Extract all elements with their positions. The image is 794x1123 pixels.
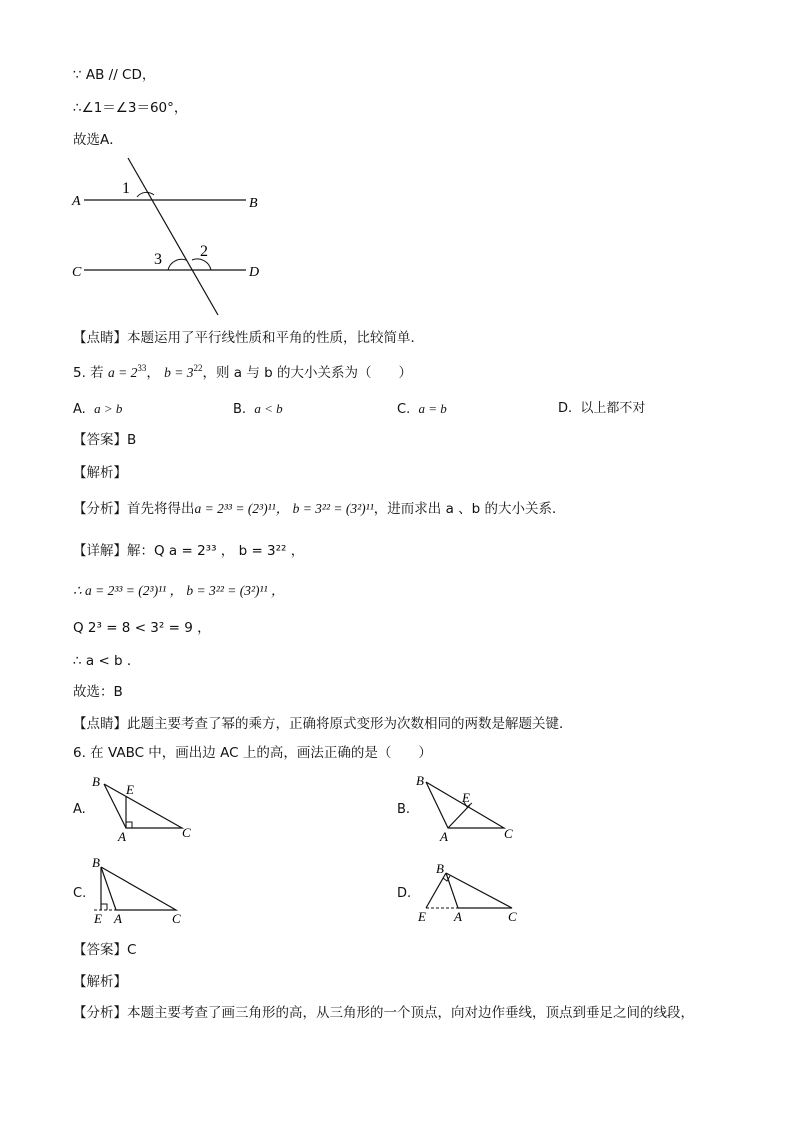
svg-text:B: B — [92, 774, 100, 789]
svg-text:C: C — [504, 826, 513, 841]
svg-text:A: A — [118, 829, 126, 844]
svg-text:B: B — [92, 855, 100, 870]
reason-line-1: ∵ AB // CD， — [73, 67, 156, 83]
svg-text:B: B — [436, 861, 444, 876]
parallel-lines-figure — [66, 155, 276, 320]
step-3: ∴ a < b ． — [73, 653, 141, 669]
triangle-figure-a — [88, 772, 198, 844]
angle-1-arc — [137, 192, 154, 197]
label-b: B — [249, 196, 258, 211]
svg-text:E: E — [126, 782, 134, 797]
step-4: 故选：B — [73, 684, 123, 700]
angle-2-arc — [192, 259, 211, 270]
jiexi-6: 【解析】 — [73, 974, 127, 990]
option-6-c: C. — [73, 886, 87, 901]
svg-text:E: E — [94, 911, 102, 926]
dianjing-4: 【点睛】本题运用了平行线性质和平角的性质，比较简单． — [73, 330, 424, 346]
answer-5: 【答案】B — [73, 432, 137, 448]
option-6-d: D. — [397, 886, 412, 901]
triangle-figure-c — [88, 855, 198, 927]
dianjing-5: 【点睛】此题主要考查了幂的乘方，正确将原式变形为次数相同的两数是解题关键． — [73, 716, 573, 732]
svg-text:A: A — [114, 911, 122, 926]
angle-3-arc — [168, 259, 186, 270]
svg-text:E: E — [418, 909, 426, 924]
label-angle-1: 1 — [122, 180, 130, 197]
option-5-b: B. a < b — [233, 401, 283, 417]
svg-text:C: C — [182, 825, 191, 840]
triangle-figure-d — [412, 855, 522, 927]
svg-text:B: B — [416, 773, 424, 788]
fenxi-6: 【分析】本题主要考查了画三角形的高，从三角形的一个顶点，向对边作垂线，顶点到垂足之间的线段， — [73, 1005, 694, 1021]
jiexi-5: 【解析】 — [73, 465, 127, 481]
fenxi-5: 【分析】首先将得出a = 2³³ = (2³)¹¹， b = 3²² = (3²)¹¹，进而求出 a 、b 的大小关系． — [73, 501, 566, 517]
transversal — [128, 158, 218, 315]
step-1: ∴ a = 2³³ = (2³)¹¹ ， b = 3²² = (3²)¹¹ ， — [73, 583, 285, 598]
svg-text:A: A — [454, 909, 462, 924]
svg-text:C: C — [508, 909, 517, 924]
triangle-figure-b — [412, 772, 522, 844]
question-5: 5. 若 $a = 2^{33}$， $b = 3^{22}$，则 a 与 b 的大小关系为（ ） — [73, 363, 413, 381]
option-6-a: A. — [73, 802, 86, 817]
label-angle-2: 2 — [200, 243, 208, 260]
option-5-a: A. a > b — [73, 401, 123, 417]
xiangjie-5: 【详解】解：Q a = 2³³ ， b = 3²² ， — [73, 543, 305, 559]
reason-line-2: ∴∠1＝∠3＝60°， — [73, 100, 188, 116]
svg-text:E: E — [462, 790, 470, 805]
answer-6: 【答案】C — [73, 942, 137, 958]
label-a: A — [72, 194, 81, 209]
svg-text:C: C — [172, 911, 181, 926]
label-angle-3: 3 — [154, 251, 162, 268]
question-6: 6. 在 VABC 中，画出边 AC 上的高，画法正确的是（ ） — [73, 745, 432, 761]
choose-line: 故选A． — [73, 132, 123, 148]
svg-text:A: A — [440, 829, 448, 844]
option-5-c: C. a = b — [397, 401, 447, 417]
label-c: C — [72, 265, 82, 280]
option-6-b: B. — [397, 802, 411, 817]
step-2: Q 2³ = 8 < 3² = 9 ， — [73, 620, 211, 636]
option-5-d: D. 以上都不对 — [558, 401, 646, 416]
label-d: D — [249, 265, 260, 280]
